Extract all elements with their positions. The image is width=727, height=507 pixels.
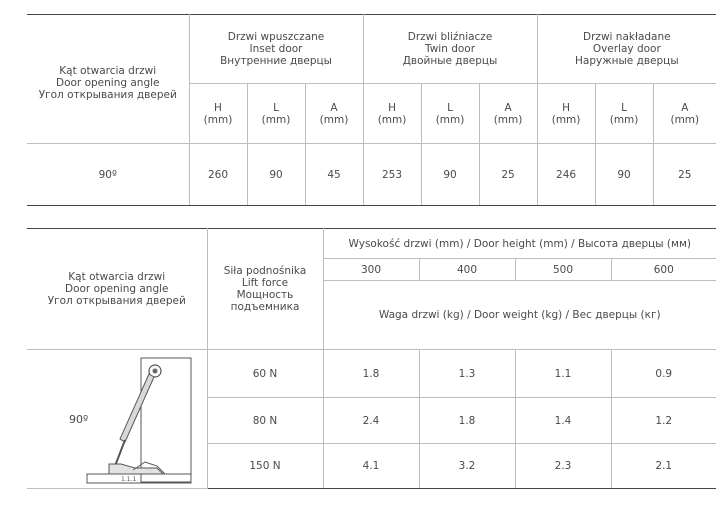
weight-value: 1.4 [515, 398, 611, 444]
gas-spring-diagram [85, 356, 195, 486]
overlay-h-value: 246 [537, 144, 595, 206]
weight-value: 2.1 [611, 444, 716, 489]
door-height-header: Wysokość drzwi (mm) / Door height (mm) / Высота дверцы (мм) [323, 229, 716, 259]
dim-l-header: L (mm) [595, 84, 653, 144]
lift-force-table [27, 228, 716, 489]
dim-h-header: H (mm) [363, 84, 421, 144]
overlay-l-value: 90 [595, 144, 653, 206]
weight-value: 1.3 [419, 350, 515, 398]
dim-a-header: A (mm) [479, 84, 537, 144]
weight-value: 2.4 [323, 398, 419, 444]
inset-h-value: 260 [189, 144, 247, 206]
force-60n: 60 N [207, 350, 323, 398]
angle-cell: 90º [27, 144, 189, 206]
force-150n: 150 N [207, 444, 323, 489]
twin-h-value: 253 [363, 144, 421, 206]
weight-value: 1.1 [515, 350, 611, 398]
door-dimensions-table [27, 14, 716, 206]
weight-value: 0.9 [611, 350, 716, 398]
height-600: 600 [611, 259, 716, 281]
inset-door-header: Drzwi wpuszczane Inset door Внутренние дверцы [189, 15, 363, 84]
door-weight-header: Waga drzwi (kg) / Door weight (kg) / Вес дверцы (кг) [323, 281, 716, 350]
lift-force-header: Siła podnośnika Lift force Мощность подъемника [207, 229, 323, 350]
angle-header: Kąt otwarcia drzwi Door opening angle Угол открывания дверей [27, 229, 207, 350]
weight-value: 2.3 [515, 444, 611, 489]
dim-l-header: L (mm) [247, 84, 305, 144]
inset-a-value: 45 [305, 144, 363, 206]
twin-a-value: 25 [479, 144, 537, 206]
dim-l-header: L (mm) [421, 84, 479, 144]
weight-value: 1.8 [419, 398, 515, 444]
inset-l-value: 90 [247, 144, 305, 206]
dim-h-header: H (mm) [537, 84, 595, 144]
angle-header: Kąt otwarcia drzwi Door opening angle Угол открывания дверей [27, 15, 189, 144]
weight-value: 3.2 [419, 444, 515, 489]
angle-label: 90º [69, 413, 89, 426]
dim-h-header: H (mm) [189, 84, 247, 144]
weight-value: 1.2 [611, 398, 716, 444]
height-400: 400 [419, 259, 515, 281]
height-500: 500 [515, 259, 611, 281]
angle-figure-cell [27, 350, 207, 489]
dim-a-header: A (mm) [305, 84, 363, 144]
height-300: 300 [323, 259, 419, 281]
twin-door-header: Drzwi bliźniacze Twin door Двойные дверцы [363, 15, 537, 84]
twin-l-value: 90 [421, 144, 479, 206]
dim-a-header: A (mm) [653, 84, 716, 144]
weight-value: 4.1 [323, 444, 419, 489]
weight-value: 1.8 [323, 350, 419, 398]
force-80n: 80 N [207, 398, 323, 444]
figure-label: 1.1.1 [121, 476, 137, 483]
overlay-a-value: 25 [653, 144, 716, 206]
overlay-door-header: Drzwi nakładane Overlay door Наружные дверцы [537, 15, 716, 84]
